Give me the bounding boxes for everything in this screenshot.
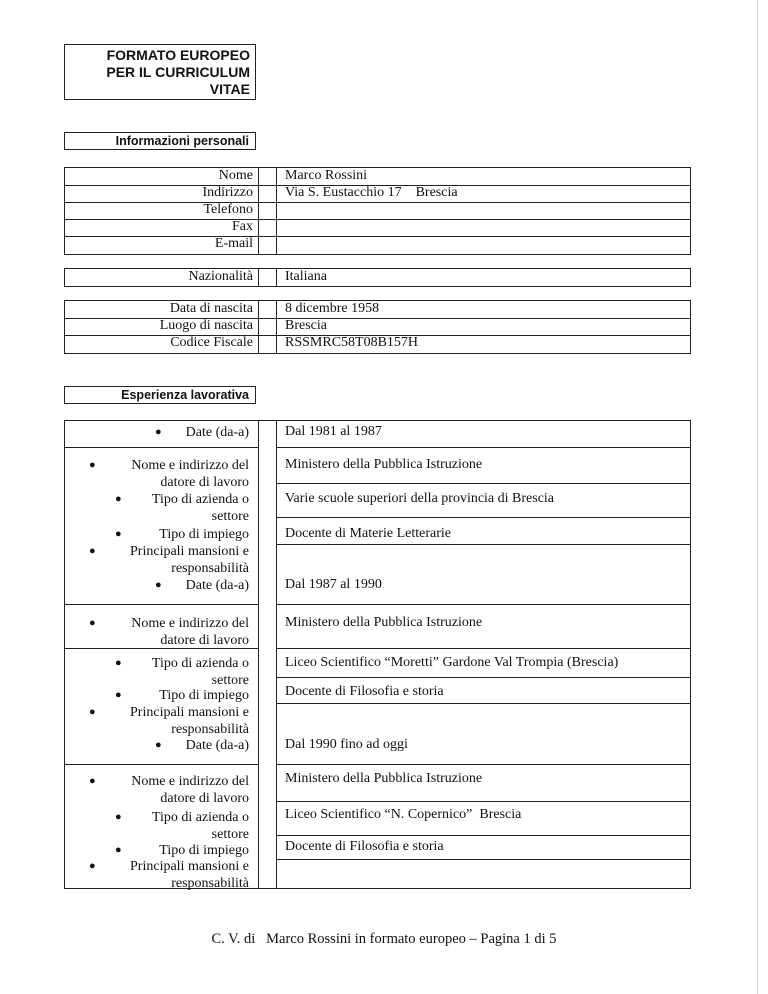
exp1-date: Dal 1981 al 1987 <box>285 424 382 439</box>
bullet-icon: ● <box>115 657 122 669</box>
section-experience-title: Esperienza lavorativa <box>121 388 249 402</box>
label-sector: Tipo di azienda o settore <box>151 656 249 688</box>
bullet-icon: ● <box>89 545 96 557</box>
exp2-sector: Liceo Scientifico “Moretti” Gardone Val Trompia (Brescia) <box>285 655 619 670</box>
label-sector: Tipo di azienda o settore <box>151 492 249 524</box>
exp1-job: Docente di Materie Letterarie <box>285 526 451 541</box>
exp3-sector: Liceo Scientifico “N. Copernico” Brescia <box>285 807 522 822</box>
bullet-icon: ● <box>89 459 96 471</box>
bullet-icon: ● <box>115 844 122 856</box>
value-address: Via S. Eustacchio 17 Brescia <box>285 185 458 200</box>
contact-table <box>64 167 691 255</box>
label-job-type: Tipo di impiego <box>159 527 249 542</box>
cv-title-box <box>64 44 256 100</box>
label-nationality: Nazionalità <box>188 269 253 284</box>
label-email: E-mail <box>214 236 253 251</box>
label-employer: Nome e indirizzo del datore di lavoro <box>131 616 249 648</box>
label-sector: Tipo di azienda o settore <box>151 810 249 842</box>
label-job-type: Tipo di impiego <box>159 843 249 858</box>
label-birth-place: Luogo di nascita <box>159 318 253 333</box>
label-address: Indirizzo <box>202 185 253 200</box>
label-fax: Fax <box>232 219 253 234</box>
exp3-date: Dal 1990 fino ad oggi <box>285 737 408 752</box>
value-name: Marco Rossini <box>285 168 368 183</box>
exp1-employer: Ministero della Pubblica Istruzione <box>285 457 483 472</box>
birth-table <box>64 300 691 354</box>
label-phone: Telefono <box>203 202 253 217</box>
bullet-icon: ● <box>89 775 96 787</box>
bullet-icon: ● <box>115 811 122 823</box>
bullet-icon: ● <box>115 493 122 505</box>
label-job-type: Tipo di impiego <box>159 688 249 703</box>
label-employer: Nome e indirizzo del datore di lavoro <box>131 458 249 490</box>
label-name: Nome <box>218 168 253 183</box>
section-personal-title: Informazioni personali <box>115 134 249 148</box>
label-duties: Principali mansioni e responsabilità <box>130 859 249 891</box>
cv-title-line-2: PER IL CURRICULUM <box>106 64 250 80</box>
nationality-table <box>64 268 691 287</box>
label-date: Date (da-a) <box>185 425 249 440</box>
section-work-experience <box>64 386 256 404</box>
bullet-icon: ● <box>89 706 96 718</box>
exp2-job: Docente di Filosofia e storia <box>285 684 444 699</box>
label-birth-date: Data di nascita <box>169 301 253 316</box>
label-date: Date (da-a) <box>185 738 249 753</box>
bullet-icon: ● <box>89 860 96 872</box>
value-birth-place: Brescia <box>285 318 327 333</box>
bullet-icon: ● <box>155 426 162 438</box>
experience-table <box>64 420 691 889</box>
bullet-icon: ● <box>115 689 122 701</box>
exp2-date: Dal 1987 al 1990 <box>285 577 382 592</box>
bullet-icon: ● <box>89 617 96 629</box>
page-footer: C. V. di Marco Rossini in formato europeo – Pagina 1 di 5 <box>211 931 557 947</box>
exp3-job: Docente di Filosofia e storia <box>285 839 444 854</box>
cv-title <box>106 47 250 98</box>
bullet-icon: ● <box>155 739 162 751</box>
label-tax-code: Codice Fiscale <box>170 335 253 350</box>
exp2-employer: Ministero della Pubblica Istruzione <box>285 615 483 630</box>
exp1-sector: Varie scuole superiori della provincia di Brescia <box>285 491 555 506</box>
exp3-employer: Ministero della Pubblica Istruzione <box>285 771 483 786</box>
label-employer: Nome e indirizzo del datore di lavoro <box>131 774 249 806</box>
value-nationality: Italiana <box>285 269 327 284</box>
label-duties: Principali mansioni e responsabilità <box>130 544 249 576</box>
section-personal-info <box>64 132 256 150</box>
value-birth-date: 8 dicembre 1958 <box>285 301 380 316</box>
cv-title-line-1: FORMATO EUROPEO <box>106 47 250 63</box>
value-tax-code: RSSMRC58T08B157H <box>285 335 419 350</box>
cv-title-line-3: VITAE <box>209 81 250 97</box>
right-margin-line <box>757 0 758 994</box>
label-date: Date (da-a) <box>185 578 249 593</box>
label-duties: Principali mansioni e responsabilità <box>130 705 249 737</box>
bullet-icon: ● <box>155 579 162 591</box>
bullet-icon: ● <box>115 528 122 540</box>
